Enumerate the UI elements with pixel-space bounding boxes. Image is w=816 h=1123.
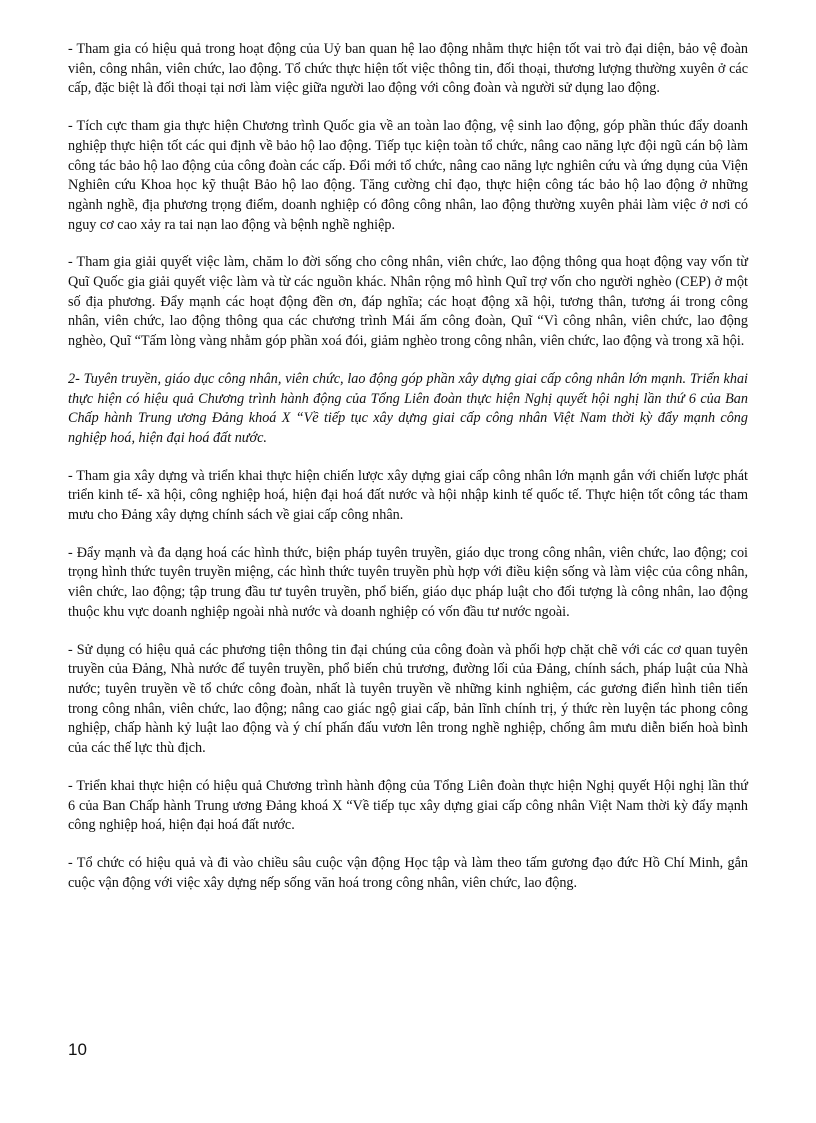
paragraph-mass-media: - Sử dụng có hiệu quả các phương tiện thông tin đại chúng của công đoàn và phối hợp chặt chẽ với các cơ quan tuyên truyền của Đảng, Nhà nước để tuyên truyền, phổ biến chủ trương, đường lối của Đảng, chính sách, pháp luật của Nhà nước; tuyên truyền về tổ chức công đoàn, nhất là tuyên truyền về những kinh nghiệm, các gương điển hình tiên tiến trong công nhân, viên chức, lao động; nâng cao giác ngộ giai cấp, bản lĩnh chính trị, ý thức rèn luyện tác phong công nghiệp, chấp hành kỷ luật lao động và ý chí phấn đấu vươn lên trong nghề nghiệp, chống âm mưu diễn biến hoà bình của các thế lực thù địch. [68,641,748,757]
page-number: 10 [68,1040,87,1059]
paragraph-ho-chi-minh-campaign: - Tổ chức có hiệu quả và đi vào chiều sâu cuộc vận động Học tập và làm theo tấm gương đạo đức Hồ Chí Minh, gắn cuộc vận động với việc xây dựng nếp sống văn hoá trong công nhân, viên chức, lao động. [68,854,748,891]
paragraph-labor-safety: - Tích cực tham gia thực hiện Chương trình Quốc gia về an toàn lao động, vệ sinh lao động, góp phần thúc đẩy doanh nghiệp thực hiện tốt các qui định về bảo hộ lao động. Tiếp tục kiện toàn tổ chức, nâng cao năng lực đội ngũ cán bộ làm công tác bảo hộ lao động của công đoàn các cấp. Đổi mới tổ chức, nâng cao năng lực nghiên cứu và ứng dụng của Viện Nghiên cứu Khoa học kỹ thuật Bảo hộ lao động. Tăng cường chỉ đạo, thực hiện công tác bảo hộ lao động ở những ngành nghề, địa phương trọng điểm, doanh nghiệp có đông công nhân, lao động thường xuyên phải làm việc ở nơi có nguy cơ cao xảy ra tai nạn lao động và bệnh nghề nghiệp. [68,118,748,233]
paragraph-employment-support: - Tham gia giải quyết việc làm, chăm lo đời sống cho công nhân, viên chức, lao động thông qua hoạt động vay vốn từ Quĩ Quốc gia giải quyết việc làm và từ các nguồn khác. Nhân rộng mô hình Quĩ trợ vốn cho người nghèo (CEP) ở một số địa phương. Đẩy mạnh các hoạt động đền ơn, đáp nghĩa; các hoạt động xã hội, tương thân, tương ái trong công nhân, viên chức, lao động thông qua các chương trình Mái ấm công đoàn, Quĩ “Vì công nhân, viên chức, lao động nghèo, Quĩ “Tấm lòng vàng nhằm góp phần xoá đói, giảm nghèo trong công nhân, viên chức, lao động và trong xã hội. [68,254,748,350]
paragraph-action-program: - Triển khai thực hiện có hiệu quả Chương trình hành động của Tổng Liên đoàn thực hiện Nghị quyết Hội nghị lần thứ 6 của Ban Chấp hành Trung ương Đảng khoá X “Về tiếp tục xây dựng giai cấp công nhân Việt Nam thời kỳ đẩy mạnh công nghiệp hoá, hiện đại hoá đất nước. [68,777,748,834]
paragraph-working-class-strategy: - Tham gia xây dựng và triển khai thực hiện chiến lược xây dựng giai cấp công nhân lớn mạnh gắn với chiến lược phát triển kinh tế- xã hội, công nghiệp hoá, hiện đại hoá đất nước và hội nhập kinh tế quốc tế. Thực hiện tốt công tác tham mưu cho Đảng xây dựng chính sách về giai cấp công nhân. [68,467,748,524]
paragraph-diversify-propaganda: - Đẩy mạnh và đa dạng hoá các hình thức, biện pháp tuyên truyền, giáo dục trong công nhân, viên chức, lao động; coi trọng hình thức tuyên truyền miệng, các hình thức tuyên truyền phù hợp với điều kiện sống và làm việc của công nhân, viên chức, lao động; tập trung đầu tư tuyên truyền, phổ biến, giáo dục pháp luật cho đối tượng là công nhân, lao động thuộc khu vực doanh nghiệp ngoài nhà nước và doanh nghiệp có vốn đầu tư nước ngoài. [68,544,748,620]
section-heading-propaganda: 2- Tuyên truyền, giáo dục công nhân, viên chức, lao động góp phần xây dựng giai cấp công nhân lớn mạnh. Triển khai thực hiện có hiệu quả Chương trình hành động của Tổng Liên đoàn thực hiện Nghị quyết hội nghị lần thứ 6 của Ban Chấp hành Trung ương Đảng khoá X “Về tiếp tục xây dựng giai cấp công nhân Việt Nam thời kỳ đẩy mạnh công nghiệp hoá, hiện đại hoá đất nước. [68,370,748,446]
document-page [68,40,748,911]
paragraph-labor-relations: - Tham gia có hiệu quả trong hoạt động của Uỷ ban quan hệ lao động nhằm thực hiện tốt vai trò đại diện, bảo vệ đoàn viên, công nhân, viên chức, lao động. Tổ chức thực hiện tốt việc thông tin, đối thoại, thương lượng thường xuyên ở các cấp, đặc biệt là đối thoại tại nơi làm việc giữa người lao động với công đoàn và người sử dụng lao động. [68,41,748,97]
